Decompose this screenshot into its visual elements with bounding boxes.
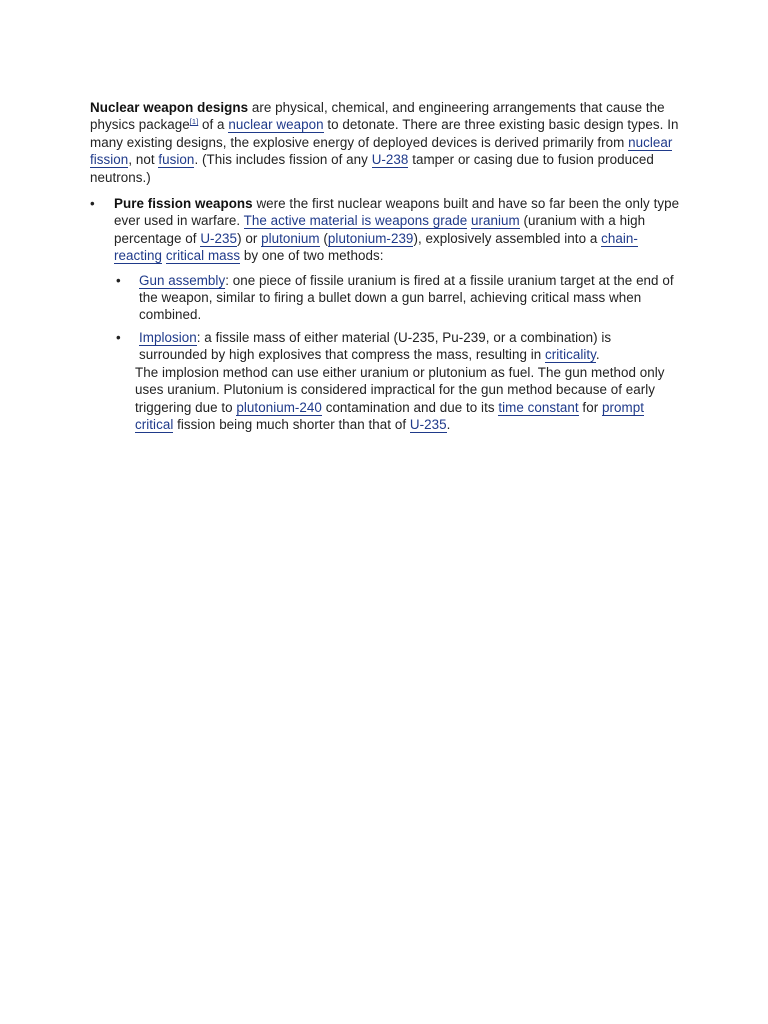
gun-assembly-text: : one piece of fissile uranium is fired at a fissile uranium target at the end of the weapon, similar to firing a bullet down a gun barrel, achieving critical mass when combined. [139,272,674,323]
link-active-material[interactable]: The active material is weapons grade [243,213,468,229]
list-item-pure-fission [90,195,680,433]
implosion-text: : a fissile mass of either material (U-235, Pu-239, or a combination) is surrounded by high explosives that compress the mass, resulting in [139,329,612,363]
link-gun-assembly[interactable]: Gun assembly [139,272,226,288]
pure-fission-lead-bold: Pure fission weapons [114,196,253,212]
bullet-icon: • [116,272,121,288]
link-u-238[interactable]: U-238 [371,152,409,168]
bullet-icon: • [116,329,121,345]
link-plutonium-239[interactable]: plutonium-239 [327,230,414,246]
link-nuclear-weapon[interactable]: nuclear weapon [228,117,324,133]
list-item-implosion [115,329,680,364]
intro-text: , not [128,152,159,168]
pure-fission-text [114,196,679,264]
link-prompt-critical[interactable]: prompt critical [135,399,644,432]
intro-text: . (This includes fission of any [194,152,372,168]
pure-fission-segment: ), explosively assembled into a [413,230,602,246]
link-chain-reacting[interactable]: chain-reacting [114,230,638,264]
implosion-note-segment: The implosion method can use either uranium or plutonium as fuel. The gun method only uses uranium. Plutonium is considered impractical for the gun method because of early triggering due to [135,364,665,415]
pure-fission-segment: (uranium with a high percentage of [114,213,646,246]
implosion-note-segment: contamination and due to its [321,399,499,415]
intro-text: tamper or casing due to fusion produced neutrons.) [90,152,654,185]
implosion-note-paragraph [135,364,680,434]
intro-text: are physical, chemical, and engineering arrangements that cause the physics package [90,100,665,133]
link-uranium[interactable]: uranium [471,213,520,229]
intro-paragraph [90,99,680,186]
link-nuclear-fission[interactable]: nuclear fission [90,134,673,168]
pure-fission-segment: by one of two methods: [240,248,384,264]
implosion-text: . [595,347,600,363]
intro-text: to detonate. There are three existing basic design types. In many existing designs, the explosive energy of deployed devices is derived primarily from [90,117,679,150]
link-fusion[interactable]: fusion [158,152,195,168]
link-plutonium[interactable]: plutonium [261,230,320,246]
bullet-icon: • [90,196,95,212]
design-types-list [90,195,680,433]
pure-fission-segment: ) or [237,230,262,246]
pure-fission-segment: were the first nuclear weapons built and have so far been the only type ever used in warfare. [114,196,680,229]
link-plutonium-240[interactable]: plutonium-240 [236,399,322,415]
intro-lead-bold: Nuclear weapon designs [90,100,249,115]
intro-text: of a [198,117,229,133]
citation-link[interactable]: [1] [189,117,199,127]
link-u-235[interactable]: U-235 [409,416,447,432]
list-item-gun-assembly [115,272,680,324]
implosion-note-segment: . [446,416,451,432]
link-implosion[interactable]: Implosion [139,329,197,345]
link-criticality[interactable]: criticality [545,347,596,363]
link-time-constant[interactable]: time constant [498,399,579,415]
link-critical-mass[interactable]: critical mass [165,248,241,264]
pure-fission-segment: ( [319,230,328,246]
implosion-note-segment: for [578,399,602,415]
assembly-methods-list [114,272,680,364]
implosion-note-segment: fission being much shorter than that of [173,416,410,432]
article-body [90,99,680,433]
link-u-235[interactable]: U-235 [200,230,238,246]
